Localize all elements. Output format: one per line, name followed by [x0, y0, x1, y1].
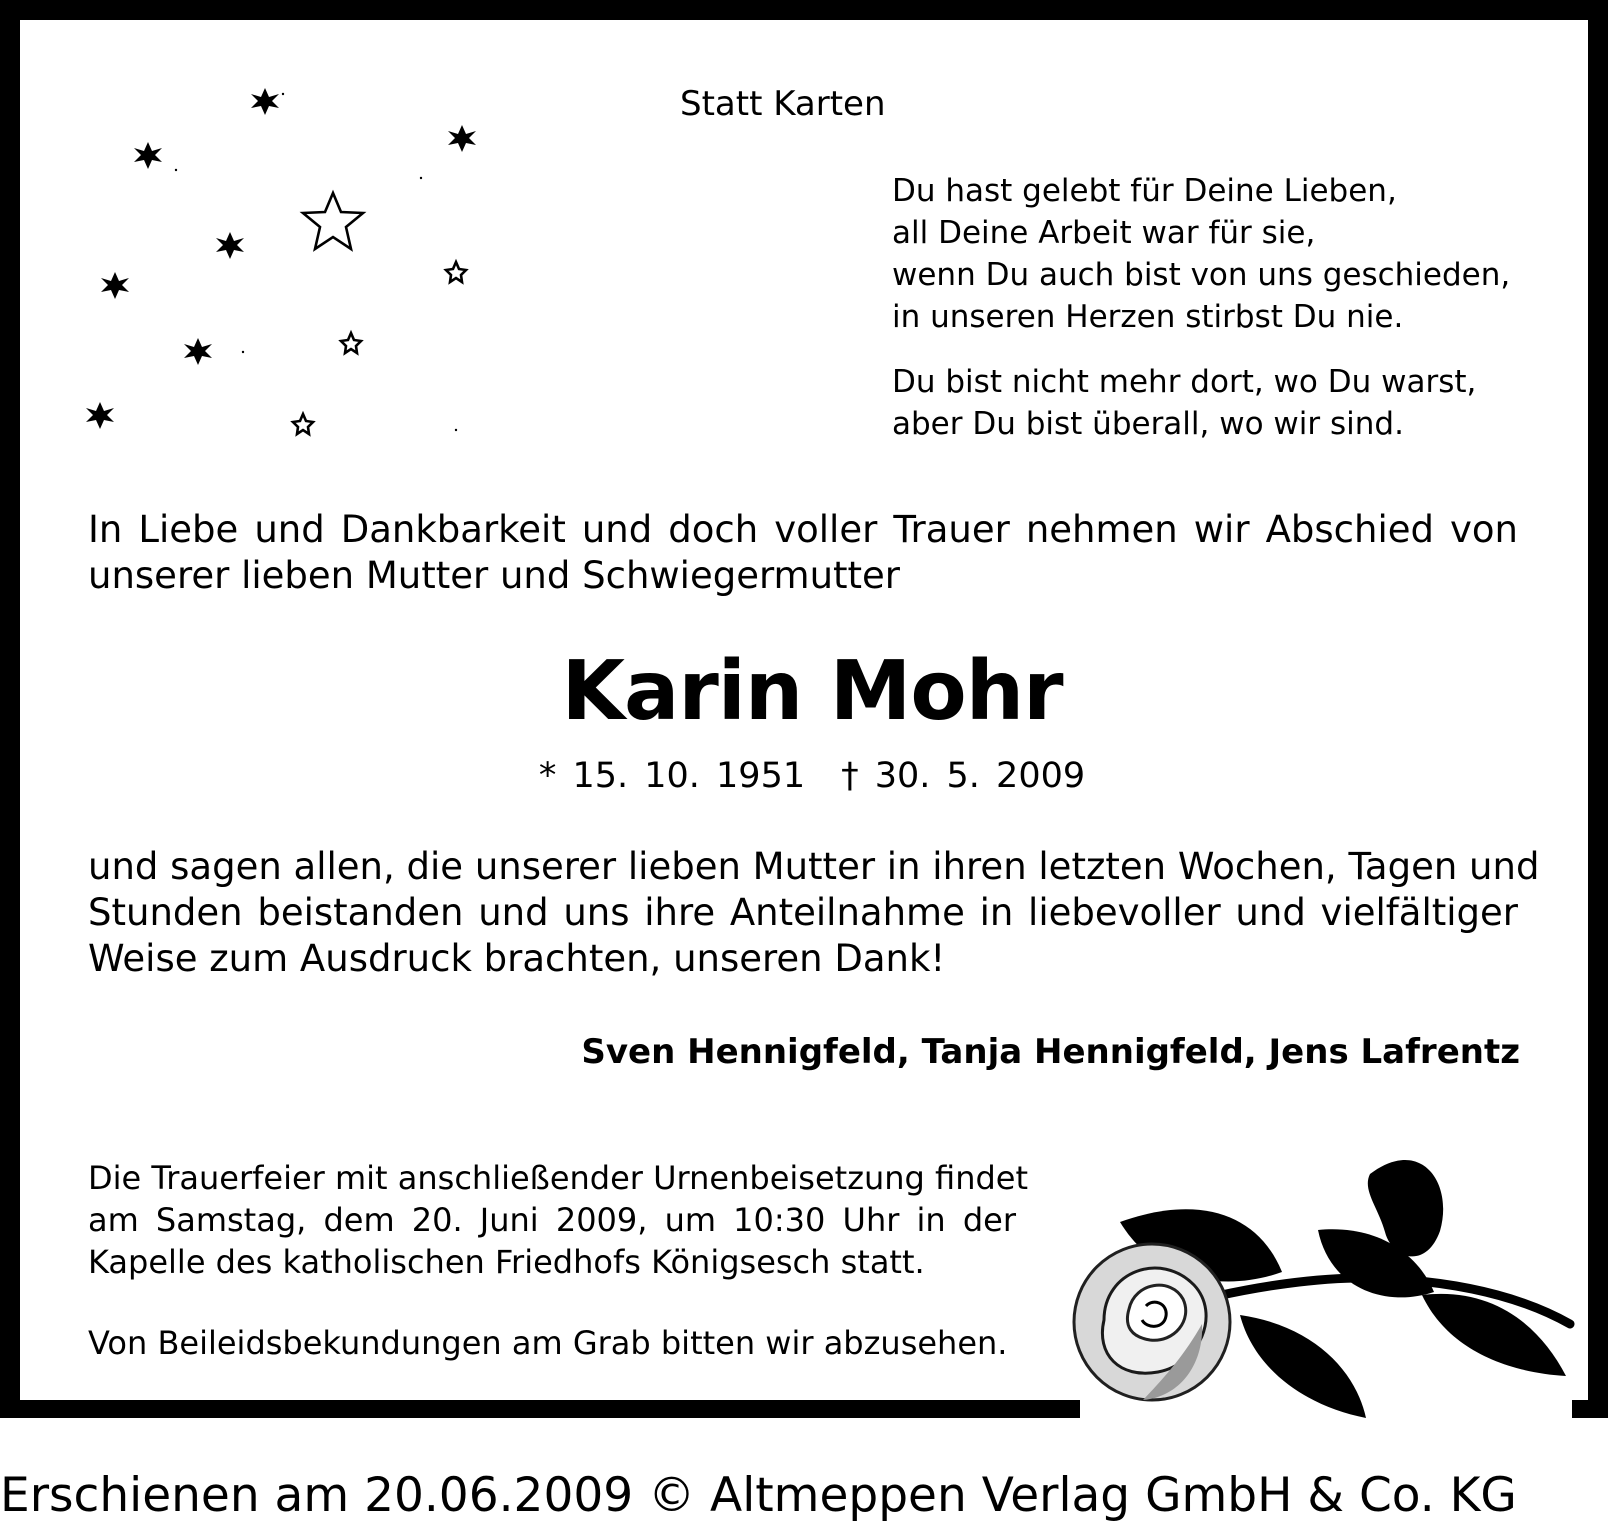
thanks-line: Stunden beistanden und uns ihre Anteilnahme in liebevoller und vielfältiger — [88, 891, 1518, 934]
deceased-name: Karin Mohr — [561, 644, 1063, 739]
poem-line: Du bist nicht mehr dort, wo Du warst, — [892, 364, 1477, 400]
rose-leaf — [1240, 1315, 1366, 1418]
rose-petal — [1127, 1285, 1185, 1340]
rose-leaf — [1422, 1294, 1566, 1376]
service-line: Die Trauerfeier mit anschließender Urnenbeisetzung findet — [88, 1159, 1029, 1197]
poem-line: in unseren Herzen stirbst Du nie. — [892, 299, 1404, 335]
intro-line: In Liebe und Dankbarkeit und doch voller Trauer nehmen wir Abschied von — [88, 508, 1518, 551]
rose-icon — [1070, 1140, 1590, 1420]
intro-line: unserer lieben Mutter und Schwiegermutter — [88, 554, 901, 597]
poem-stanza-1 — [892, 170, 1510, 338]
condolence-note: Von Beileidsbekundungen am Grab bitten wir abzusehen. — [88, 1324, 1008, 1362]
thanks-line: Weise zum Ausdruck brachten, unseren Dank! — [88, 937, 946, 980]
poem-line: all Deine Arbeit war für sie, — [892, 215, 1316, 251]
star-outline-icon — [293, 193, 466, 434]
signers: Sven Hennigfeld, Tanja Hennigfeld, Jens Lafrentz — [581, 1032, 1520, 1072]
thanks-line: und sagen allen, die unserer lieben Mutter in ihren letzten Wochen, Tagen und — [88, 845, 1540, 888]
service-line: Kapelle des katholischen Friedhofs Königsesch statt. — [88, 1243, 925, 1281]
poem-line: aber Du bist überall, wo wir sind. — [892, 406, 1404, 442]
birth-date: * 15. 10. 1951 — [538, 756, 806, 796]
death-date: † 30. 5. 2009 — [841, 756, 1086, 796]
publication-footer: Erschienen am 20.06.2009 © Altmeppen Verlag GmbH & Co. KG — [0, 1468, 1517, 1523]
life-dates — [0, 756, 1624, 796]
header-title: Statt Karten — [680, 84, 886, 124]
star-icon — [86, 88, 476, 429]
poem-line: Du hast gelebt für Deine Lieben, — [892, 173, 1397, 209]
poem-line: wenn Du auch bist von uns geschieden, — [892, 257, 1511, 293]
poem-stanza-2 — [892, 361, 1476, 445]
service-line: am Samstag, dem 20. Juni 2009, um 10:30 Uhr in der — [88, 1201, 1016, 1239]
star-dot-icon — [175, 93, 457, 431]
